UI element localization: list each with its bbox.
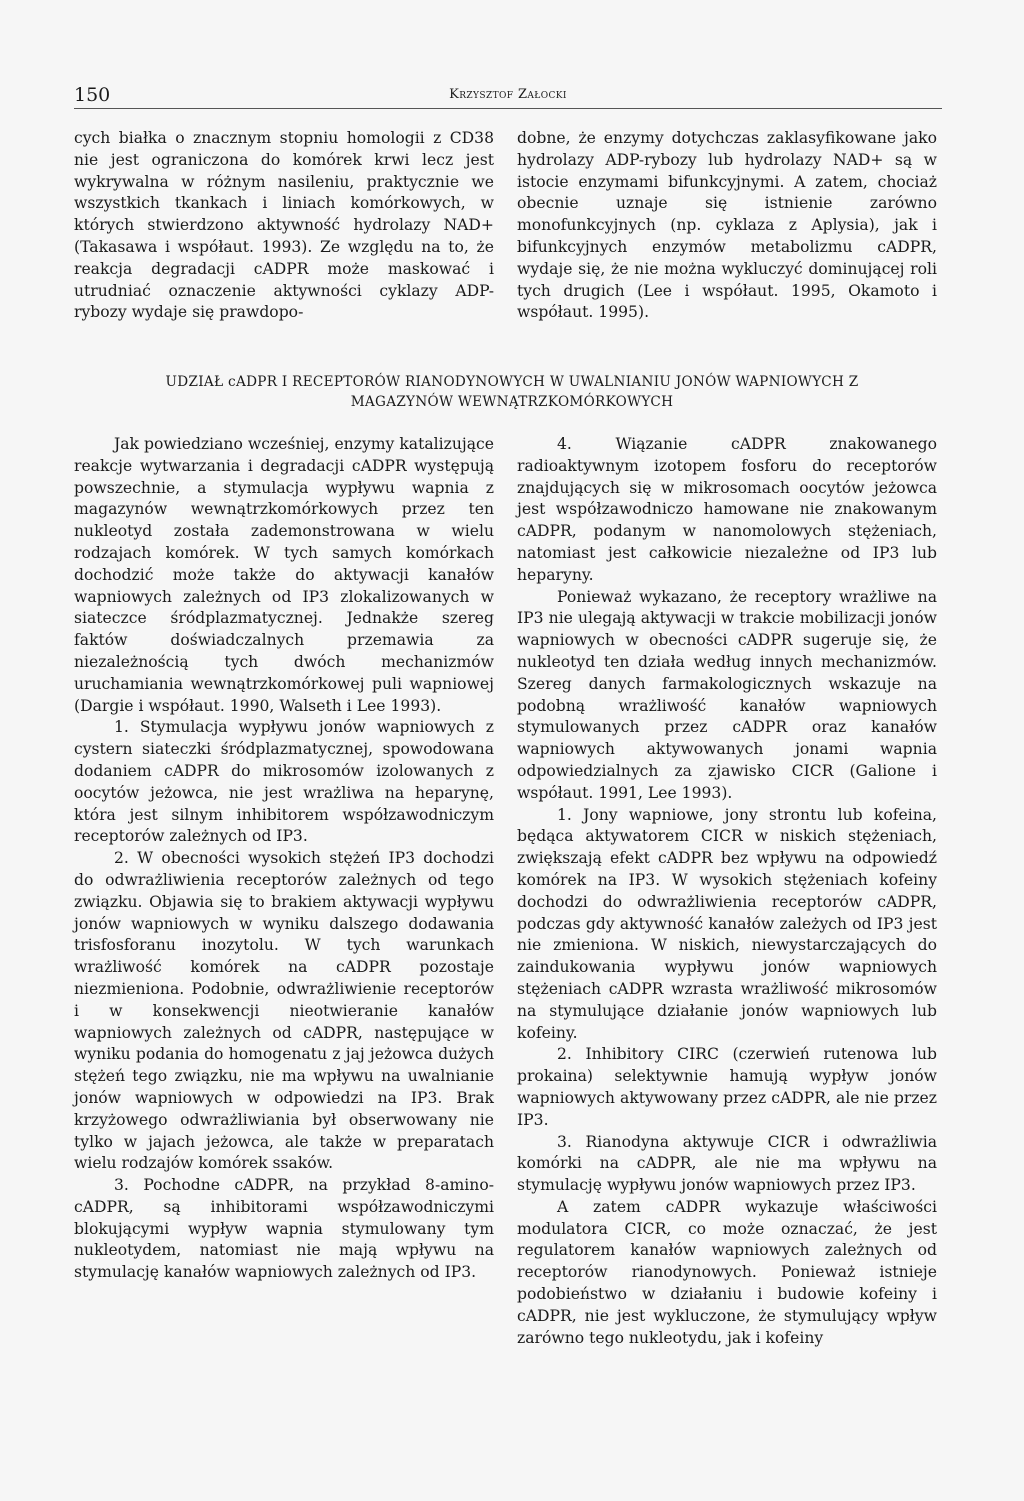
paragraph: 1. Jony wapniowe, jony strontu lub kofeina, będąca aktywatorem CICR w niskich stężeniach, zwiększają efekt cADPR bez wpływu na odpowiedź komórek na IP3. W wysokich stężeniach kofeiny dochodzi do odwrażliwienia receptorów cADPR, podczas gdy aktywność kanałów zależych od IP3 jest nie zmieniona. W niskich, niewystarczających do zaindukowania wypływu jonów wapniowych stężeniach cADPR wzrasta wrażliwość mikrosomów na stymulujące działanie jonów wapniowych lub kofeiny. (517, 805, 937, 1042)
paragraph: 3. Rianodyna aktywuje CICR i odwrażliwia komórki na cADPR, ale nie ma wpływu na stymulację wypływu jonów wapniowych przez IP3. (517, 1132, 937, 1195)
top-left-column (74, 128, 494, 324)
paragraph: dobne, że enzymy dotychczas zaklasyfikowane jako hydrolazy ADP-rybozy lub hydrolazy NAD+ są w istocie enzymami bifunkcyjnymi. A zatem, chociaż obecnie uznaje się istnienie zarówno monofunkcyjnych (np. cyklaza z Aplysia), jak i bifunkcyjnych enzymów metabolizmu cADPR, wydaje się, że nie można wykluczyć dominującej roli tych drugich (Lee i współaut. 1995, Okamoto i współaut. 1995). (517, 129, 937, 322)
paragraph: 2. Inhibitory CIRC (czerwień rutenowa lub prokaina) selektywnie hamują wypływ jonów wapniowych aktywowany przez cADPR, ale nie przez IP3. (517, 1045, 937, 1129)
bottom-right-column (517, 434, 937, 1349)
page-header (74, 84, 942, 109)
running-head: Krzysztof Załocki (449, 87, 567, 102)
section-heading (74, 372, 950, 412)
paragraph: 1. Stymulacja wypływu jonów wapniowych z cystern siateczki śródplazmatycznej, spowodowana dodaniem cADPR do mikrosomów izolowanych z oocytów jeżowca, nie jest wrażliwa na heparynę, która jest silnym inhibitorem współzawodniczym receptorów zależnych od IP3. (74, 718, 494, 846)
paragraph: A zatem cADPR wykazuje właściwości modulatora CICR, co może oznaczać, że jest regulatorem kanałów wapniowych zależnych od receptorów rianodynowych. Ponieważ istnieje podobieństwo w działaniu i budowie kofeiny i cADPR, nie jest wykluczone, że stymulujący wpływ zarówno tego nukleotydu, jak i kofeiny (517, 1197, 937, 1347)
paragraph: 4. Wiązanie cADPR znakowanego radioaktywnym izotopem fosforu do receptorów znajdujących się w mikrosomach oocytów jeżowca jest współzawodniczo hamowane nie znakowanym cADPR, podanym w nanomolowych stężeniach, natomiast jest całkowicie niezależne od IP3 lub heparyny. (517, 435, 937, 584)
paragraph: 3. Pochodne cADPR, na przykład 8-amino-cADPR, są inhibitorami współzawodniczymi blokującymi wypływ wapnia stymulowany tym nukleotydem, natomiast nie mają wpływu na stymulację kanałów wapniowych zależnych od IP3. (74, 1176, 494, 1282)
paragraph: cych białka o znacznym stopniu homologii z CD38 nie jest ograniczona do komórek krwi lecz jest wykrywalna w różnym nasileniu, praktycznie we wszystkich tkankach i liniach komórkowych, w których stwierdzono aktywność hydrolazy NAD+ (Takasawa i współaut. 1993). Ze względu na to, że reakcja degradacji cADPR może maskować i utrudniać oznaczenie aktywności cyklazy ADP-rybozy wydaje się prawdopo- (74, 129, 494, 322)
paragraph: Jak powiedziano wcześniej, enzymy katalizujące reakcje wytwarzania i degradacji cADPR występują powszechnie, a stymulacja wypływu wapnia z magazynów wewnątrzkomórkowych przez ten nukleotyd została zademonstrowana w wielu rodzajach komórek. W tych samych komórkach dochodzić może także do aktywacji kanałów wapniowych zależnych od IP3 zlokalizowanych w siateczce śródplazmatycznej. Jednakże szereg faktów doświadczalnych przemawia za niezależnością tych dwóch mechanizmów uruchamiania wewnątrzkomórkowej puli wapniowej (Dargie i współaut. 1990, Walseth i Lee 1993). (74, 435, 494, 715)
section-heading-line-1: UDZIAŁ cADPR I RECEPTORÓW RIANODYNOWYCH W UWALNIANIU JONÓW WAPNIOWYCH Z (165, 374, 859, 390)
paragraph: Ponieważ wykazano, że receptory wrażliwe na IP3 nie ulegają aktywacji w trakcie mobilizacji jonów wapniowych w obecności cADPR sugeruje się, że nukleotyd ten działa według innych mechanizmów. Szereg danych farmakologicznych wskazuje na podobną wrażliwość kanałów wapniowych stymulowanych przez cADPR oraz kanałów wapniowych aktywowanych jonami wapnia odpowiedzialnych za zjawisko CICR (Galione i współaut. 1991, Lee 1993). (517, 587, 937, 802)
section-heading-line-2: MAGAZYNÓW WEWNĄTRZKOMÓRKOWYCH (350, 394, 674, 410)
bottom-left-column (74, 434, 494, 1284)
paragraph: 2. W obecności wysokich stężeń IP3 dochodzi do odwrażliwienia receptorów zależnych od tego związku. Objawia się to brakiem aktywacji wypływu jonów wapniowych w wyniku dalszego dodawania trisfosforanu inozytolu. W tych warunkach wrażliwość komórek na cADPR pozostaje niezmieniona. Podobnie, odwrażliwienie receptorów i w konsekwencji nieotwieranie kanałów wapniowych zależnych od cADPR, następujące w wyniku podania do homogenatu z jaj jeżowca dużych stężeń tego związku, nie ma wpływu na uwalnianie jonów wapniowych w odpowiedzi na IP3. Brak krzyżowego odwrażliwiania był obserwowany nie tylko w jajach jeżowca, ale także w preparatach wielu rodzajów komórek ssaków. (74, 849, 494, 1173)
page-number: 150 (74, 84, 111, 106)
top-right-column (517, 128, 937, 324)
